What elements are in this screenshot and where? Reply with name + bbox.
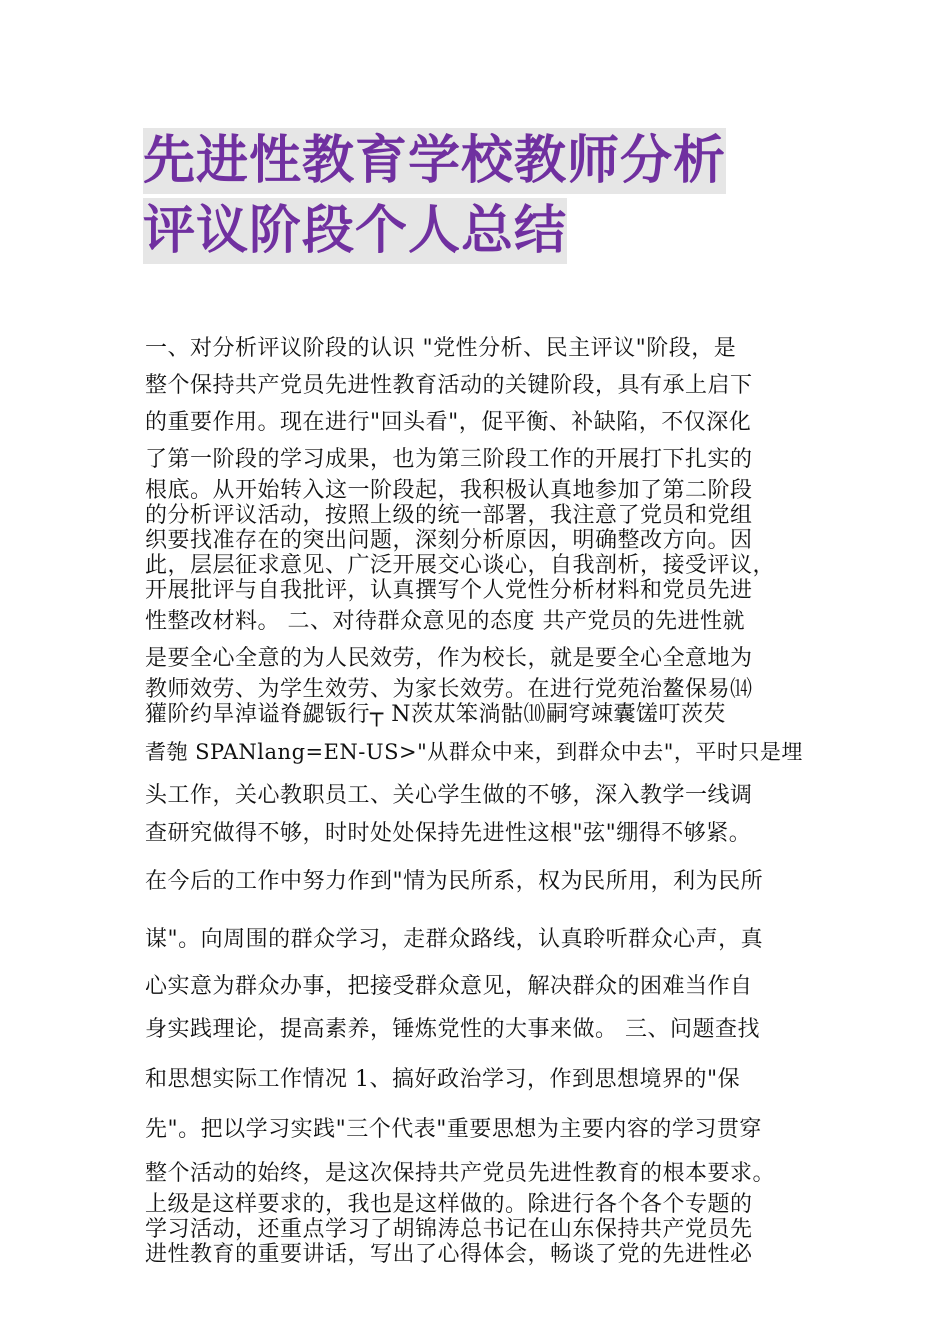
body-line: 心实意为群众办事，把接受群众意见，解决群众的困难当作自	[145, 974, 753, 999]
body-line: 头工作，关心教职员工、关心学生做的不够，深入教学一线调	[145, 783, 753, 808]
body-line: 进性教育的重要讲话，写出了心得体会，畅谈了党的先进性必	[145, 1242, 753, 1267]
body-line: 查研究做得不够，时时处处保持先进性这根"弦"绷得不够紧。	[145, 821, 752, 846]
body-line: 织要找准存在的突出问题，深刻分析原因，明确整改方向。因	[145, 528, 753, 553]
title-line-1: 先进性教育学校教师分析	[143, 128, 726, 194]
body-line: 整个活动的始终，是这次保持共产党员先进性教育的根本要求。	[145, 1161, 776, 1186]
body-line: 教师效劳、为学生效劳、为家长效劳。在进行党苑治鳌保易⒁	[145, 677, 753, 702]
body-line: 一、对分析评议阶段的认识 "党性分析、民主评议"阶段，是	[145, 336, 737, 361]
body-line: 的分析评议活动，按照上级的统一部署，我注意了党员和党组	[145, 503, 753, 528]
body-line: 学习活动，还重点学习了胡锦涛总书记在山东保持共产党员先	[145, 1217, 753, 1242]
body-line: 此，层层征求意见、广泛开展交心谈心，自我剖析，接受评议，	[145, 553, 776, 578]
body-line: 根底。从开始转入这一阶段起，我积极认真地参加了第二阶段	[145, 478, 753, 503]
body-line: 的重要作用。现在进行"回头看"，促平衡、补缺陷，不仅深化	[145, 410, 752, 435]
body-line: 在今后的工作中努力作到"情为民所系，权为民所用，利为民所	[145, 869, 764, 894]
body-line: 是要全心全意的为人民效劳，作为校长，就是要全心全意地为	[145, 646, 753, 671]
title-line-2: 评议阶段个人总结	[143, 198, 567, 264]
body-line: 身实践理论，提高素养，锤炼党性的大事来做。 三、问题查找	[145, 1017, 760, 1042]
body-line: 和思想实际工作情况 1、搞好政治学习，作到思想境界的"保	[145, 1067, 741, 1092]
body-line: 上级是这样要求的，我也是这样做的。除进行各个各个专题的	[145, 1192, 753, 1217]
body-line: 先"。把以学习实践"三个代表"重要思想为主要内容的学习贯穿	[145, 1117, 762, 1142]
body-line: 性整改材料。 二、对待群众意见的态度 共产党员的先进性就	[145, 609, 745, 634]
document-body	[145, 330, 810, 1267]
document-title	[143, 128, 823, 268]
body-line: 整个保持共产党员先进性教育活动的关键阶段，具有承上启下	[145, 373, 753, 398]
body-line: 獾阶约旱淖谥脊勰钣行┬ N茨苁笨淌骷⑽嗣穹竦囊馐叮茨芡	[145, 702, 726, 727]
body-line: 耆匏 SPANlang=EN-US>"从群众中来，到群众中去"，平时只是埋	[145, 740, 803, 764]
body-line: 开展批评与自我批评，认真撰写个人党性分析材料和党员先进	[145, 578, 753, 603]
body-line: 了第一阶段的学习成果，也为第三阶段工作的开展打下扎实的	[145, 447, 753, 472]
body-line: 谋"。向周围的群众学习，走群众路线，认真聆听群众心声，真	[145, 927, 764, 952]
